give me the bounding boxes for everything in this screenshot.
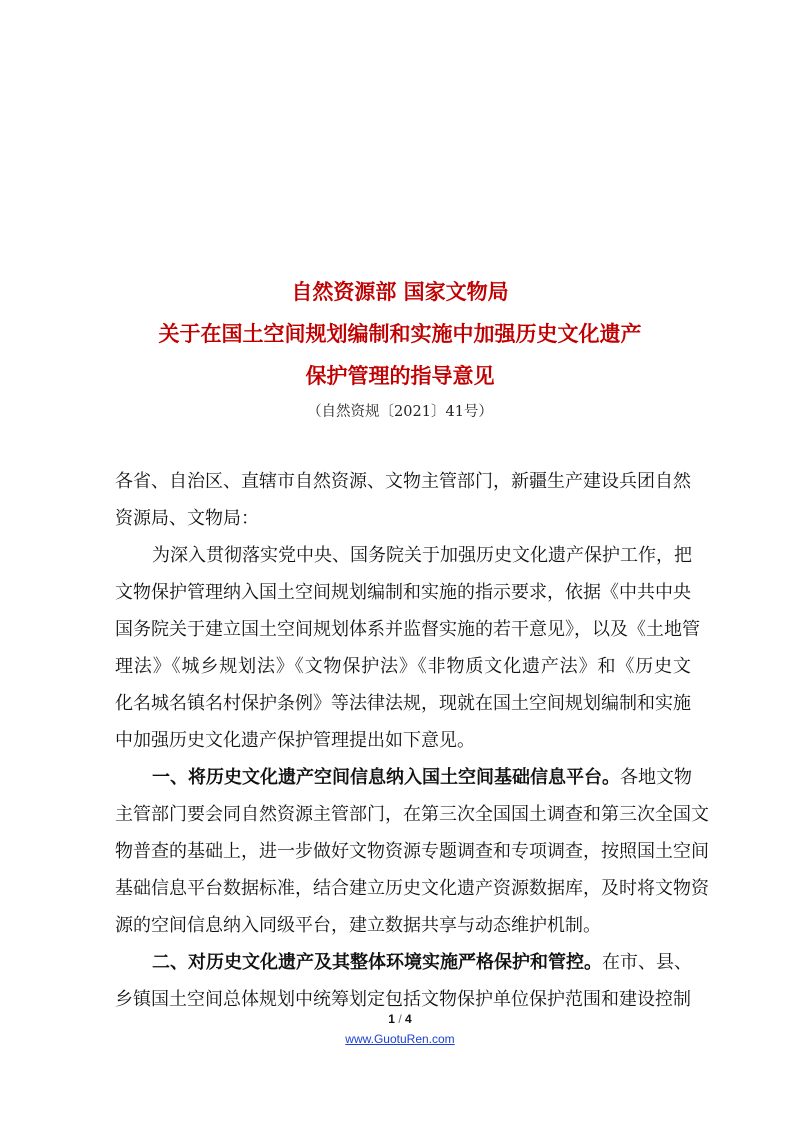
paragraph-line: 国务院关于建立国土空间规划体系并监督实施的若干意见》，以及《土地管 bbox=[115, 619, 700, 640]
section-2-heading: 二、对历史文化遗产及其整体环境实施严格保护和管控。 bbox=[152, 952, 602, 973]
page-separator: / bbox=[398, 1012, 402, 1026]
title-line-2: 关于在国土空间规划编制和实施中加强历史文化遗产 bbox=[158, 322, 642, 346]
section-1-heading: 一、将历史文化遗产空间信息纳入国土空间基础信息平台。 bbox=[152, 767, 620, 788]
page-current: 1 bbox=[388, 1012, 395, 1026]
paragraph-line: 基础信息平台数据标准，结合建立历史文化遗产资源数据库，及时将文物资 bbox=[115, 878, 709, 899]
section-2-first-line bbox=[115, 951, 691, 988]
page-indicator bbox=[0, 1012, 800, 1026]
section-2-lead: 在市、县、 bbox=[602, 952, 692, 973]
paragraph-line: 源的空间信息纳入同级平台，建立数据共享与动态维护机制。 bbox=[115, 915, 601, 936]
title-line-3: 保护管理的指导意见 bbox=[305, 364, 495, 388]
paragraph-line: 物普查的基础上，进一步做好文物资源专题调查和专项调查，按照国土空间 bbox=[115, 841, 709, 862]
addressee-line: 资源局、文物局： bbox=[115, 508, 259, 529]
addressee-line: 各省、自治区、直辖市自然资源、文物主管部门，新疆生产建设兵团自然 bbox=[115, 471, 691, 492]
paragraph-line: 理法》《城乡规划法》《文物保护法》《非物质文化遗产法》和《历史文 bbox=[115, 656, 691, 677]
document-number: （自然资规〔2021〕41号） bbox=[307, 404, 493, 420]
document-body bbox=[115, 470, 709, 1025]
paragraph-line: 化名城名镇名村保护条例》等法律法规，现就在国土空间规划编制和实施 bbox=[115, 693, 691, 714]
paragraph-line: 主管部门要会同自然资源主管部门，在第三次全国国土调查和第三次全国文 bbox=[115, 804, 709, 825]
page-total: 4 bbox=[405, 1012, 412, 1026]
paragraph-line: 乡镇国土空间总体规划中统筹划定包括文物保护单位保护范围和建设控制 bbox=[115, 989, 691, 1010]
paragraph-line: 中加强历史文化遗产保护管理提出如下意见。 bbox=[115, 730, 475, 751]
paragraph-line: 文物保护管理纳入国土空间规划编制和实施的指示要求，依据《中共中央 bbox=[115, 582, 691, 603]
section-1-lead: 各地文物 bbox=[620, 767, 692, 788]
website-link[interactable]: www.GuotuRen.com bbox=[345, 1032, 455, 1046]
section-1-first-line bbox=[115, 766, 691, 803]
title-issuers: 自然资源部 国家文物局 bbox=[291, 280, 509, 304]
paragraph-line: 为深入贯彻落实党中央、国务院关于加强历史文化遗产保护工作，把 bbox=[152, 545, 692, 566]
